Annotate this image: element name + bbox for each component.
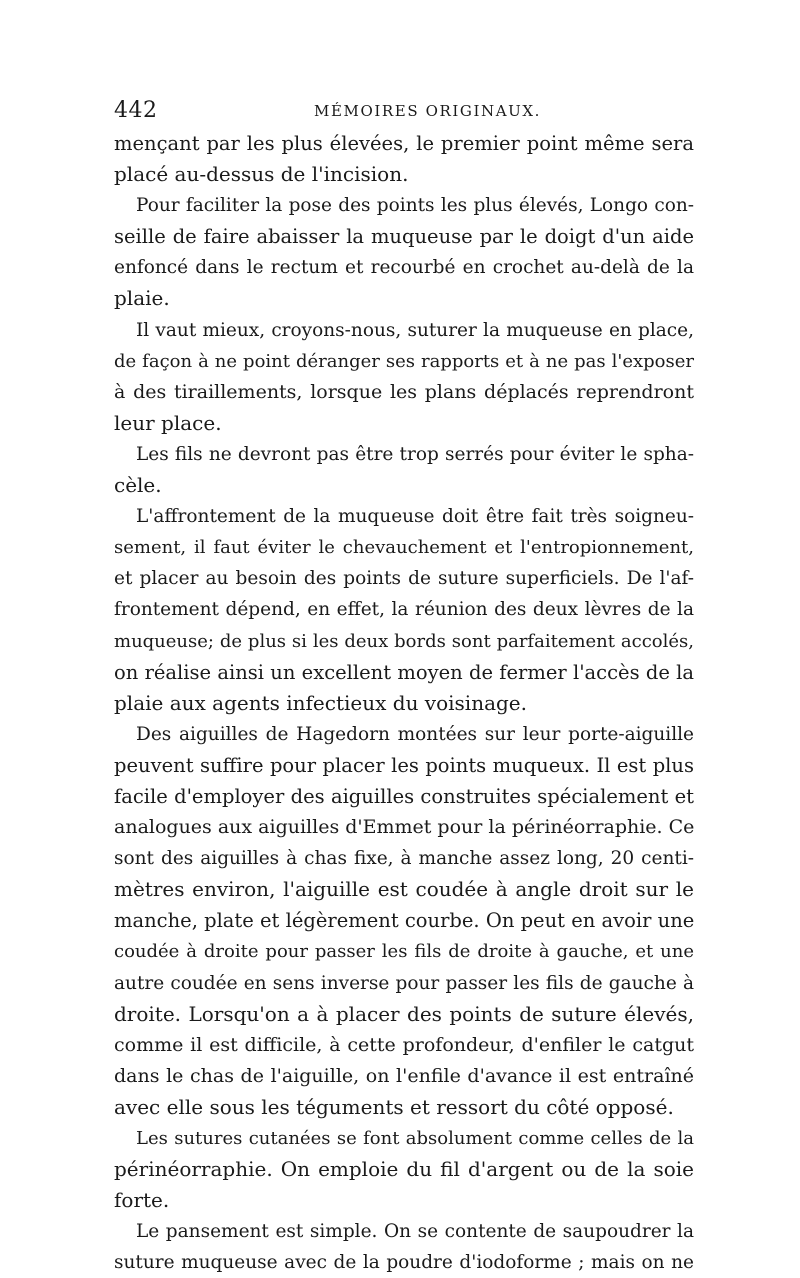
text-line: leur place. xyxy=(114,410,222,435)
running-head xyxy=(114,98,694,128)
text-line: Pour faciliter la pose des points les plus élevés, Longo con- xyxy=(136,195,694,217)
text-line: périnéorraphie. On emploie du fil d'argent ou de la soie xyxy=(114,1157,694,1182)
text-line: Il vaut mieux, croyons-nous, suturer la muqueuse en place, xyxy=(136,319,694,341)
text-line: plaie aux agents infectieux du voisinage. xyxy=(114,690,527,715)
text-line: Des aiguilles de Hagedorn montées sur leur porte-aiguille xyxy=(136,723,694,745)
text-line: L'affrontement de la muqueuse doit être fait très soigneu- xyxy=(136,506,694,528)
text-line: avec elle sous les téguments et ressort du côté opposé. xyxy=(114,1094,674,1119)
text-line: frontement dépend, en effet, la réunion des deux lèvres de la xyxy=(114,599,694,621)
body-text xyxy=(114,128,694,1278)
text-line: facile d'employer des aiguilles construites spécialement et xyxy=(114,784,694,808)
text-line: comme il est difficile, à cette profondeur, d'enfiler le catgut xyxy=(114,1033,694,1056)
text-line: placé au-dessus de l'incision. xyxy=(114,162,409,187)
text-line: seille de faire abaisser la muqueuse par le doigt d'un aide xyxy=(114,225,694,249)
text-line: autre coudée en sens inverse pour passer les fils de gauche à xyxy=(114,972,694,994)
text-line: muqueuse; de plus si les deux bords sont parfaitement accolés, xyxy=(114,630,694,652)
text-line: à des tiraillements, lorsque les plans déplacés reprendront xyxy=(114,380,694,403)
text-line: suture muqueuse avec de la poudre d'iodoforme ; mais on ne xyxy=(114,1252,694,1274)
text-line: forte. xyxy=(114,1188,170,1213)
text-line: dans le chas de l'aiguille, on l'enfile d'avance il est entraîné xyxy=(114,1064,694,1087)
text-line: plaie. xyxy=(114,286,170,311)
text-line: Les fils ne devront pas être trop serrés pour éviter le spha- xyxy=(136,443,694,465)
text-line: de façon à ne point déranger ses rapports et à ne pas l'exposer xyxy=(114,350,694,372)
running-title: MÉMOIRES ORIGINAUX. xyxy=(314,102,542,120)
text-line: coudée à droite pour passer les fils de droite à gauche, et une xyxy=(114,941,694,963)
text-line: analogues aux aiguilles d'Emmet pour la périnéorraphie. Ce xyxy=(114,816,695,839)
text-line: peuvent suffire pour placer les points muqueux. Il est plus xyxy=(114,753,694,777)
text-line: mençant par les plus élevées, le premier point même sera xyxy=(114,132,694,155)
text-line: droite. Lorsqu'on a à placer des points de suture élevés, xyxy=(114,1001,694,1026)
text-line: sement, il faut éviter le chevauchement et l'entropionnement, xyxy=(114,537,694,559)
text-line: cèle. xyxy=(114,473,162,498)
text-line: Le pansement est simple. On se contente de saupoudrer la xyxy=(136,1221,694,1243)
text-line: enfoncé dans le rectum et recourbé en crochet au-delà de la xyxy=(114,257,694,279)
text-line: et placer au besoin des points de suture superficiels. De l'af- xyxy=(114,568,694,590)
text-line: manche, plate et légèrement courbe. On peut en avoir une xyxy=(114,909,695,933)
text-line: sont des aiguilles à chas fixe, à manche assez long, 20 centi- xyxy=(114,848,694,870)
page-number: 442 xyxy=(114,98,158,123)
text-line: mètres environ, l'aiguille est coudée à angle droit sur le xyxy=(114,877,694,902)
text-line: Les sutures cutanées se font absolument comme celles de la xyxy=(136,1128,694,1149)
text-line: on réalise ainsi un excellent moyen de fermer l'accès de la xyxy=(114,660,694,684)
